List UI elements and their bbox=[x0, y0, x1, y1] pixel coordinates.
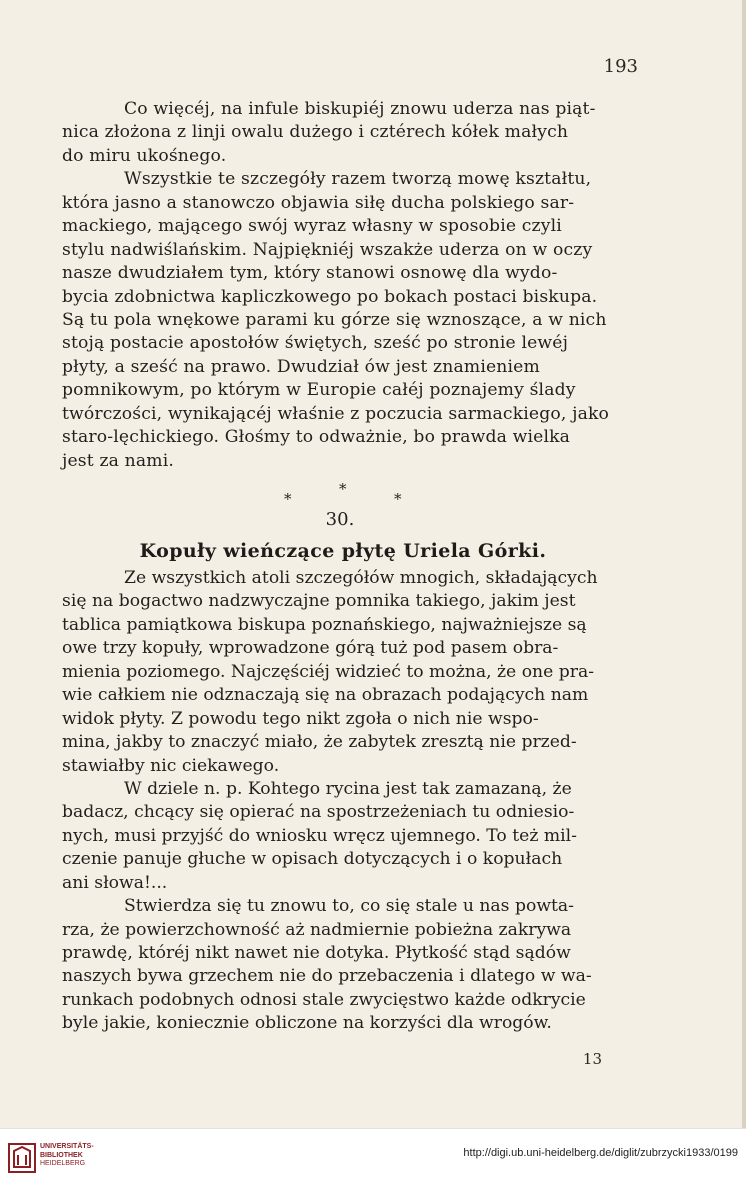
text-line: pomnikowym, po którym w Europie całéj poznajemy ślady bbox=[62, 380, 576, 401]
text-line: Ze wszystkich atoli szczegółów mnogich, składających bbox=[124, 568, 598, 588]
text-line: widok płyty. Z powodu tego nikt zgoła o nich nie wspo- bbox=[62, 708, 539, 729]
signature-mark: 13 bbox=[582, 1050, 602, 1068]
text-line: badacz, chcący się opierać na spostrzeżeniach tu odniesio- bbox=[62, 802, 575, 823]
text-line: płyty, a sześć na prawo. Dwudział ów jest znamieniem bbox=[62, 356, 540, 377]
text-line: staro-lęchickiego. Głośmy to odważnie, bo prawda wielka bbox=[62, 427, 571, 448]
page-edge bbox=[742, 0, 746, 1128]
text-line: do miru ukośnego. bbox=[62, 145, 227, 166]
text-line: nych, musi przyjść do wniosku wręcz ujemnego. To też mil- bbox=[62, 825, 577, 846]
text-line: czenie panuje głuche w opisach dotyczących i o kopułach bbox=[62, 849, 563, 870]
asterisk-top: * bbox=[339, 480, 347, 498]
text-line: mienia poziomego. Najczęściéj widzieć to można, że one pra- bbox=[62, 661, 595, 682]
text-line: nica złożona z linji owalu dużego i cztérech kółek małych bbox=[62, 122, 569, 143]
university-logo-text bbox=[40, 1143, 160, 1169]
text-line: byle jakie, koniecznie obliczone na korzyści dla wrogów. bbox=[62, 1013, 552, 1034]
university-logo-icon bbox=[8, 1143, 36, 1173]
logo-line-2: BIBLIOTHEK bbox=[40, 1151, 83, 1159]
text-line: nasze dwudziałem tym, który stanowi osnowę dla wydo- bbox=[62, 263, 558, 284]
text-line: prawdę, któréj nikt nawet nie dotyka. Płytkość stąd sądów bbox=[62, 943, 571, 963]
text-line: W dziele n. p. Kohtego rycina jest tak zamazaną, że bbox=[124, 778, 572, 799]
text-line: mina, jakby to znaczyć miało, że zabytek zresztą nie przed- bbox=[62, 732, 577, 753]
text-line: owe trzy kopuły, wprowadzone górą tuż pod pasem obra- bbox=[62, 638, 559, 659]
text-line: runkach podobnych odnosi stale zwycięstwo każde odkrycie bbox=[62, 989, 586, 1010]
text-line: rza, że powierzchowność aż nadmiernie pobieżna zakrywa bbox=[62, 919, 572, 940]
asterisk-left: * bbox=[284, 490, 292, 508]
text-line: Co więcéj, na infule biskupiéj znowu uderza nas piąt- bbox=[124, 99, 596, 119]
text-line: jest za nami. bbox=[62, 450, 174, 471]
text-line: stylu nadwiślańskim. Najpiękniéj wszakże uderza on w oczy bbox=[62, 239, 593, 260]
text-line: Są tu pola wnękowe parami ku górze się wznoszące, a w nich bbox=[62, 309, 607, 330]
footer-bar bbox=[0, 1128, 746, 1184]
section-title: Kopuły wieńczące płytę Uriela Górki. bbox=[139, 540, 547, 562]
text-line: tablica pamiątkowa biskupa poznańskiego, najważniejsze są bbox=[62, 614, 587, 635]
source-url-link[interactable]: http://digi.ub.uni-heidelberg.de/diglit/zubrzycki1933/0199 bbox=[463, 1147, 738, 1159]
text-line: się na bogactwo nadzwyczajne pomnika takiego, jakim jest bbox=[62, 591, 576, 612]
text-line: stawiałby nic ciekawego. bbox=[62, 755, 280, 776]
text-line: bycia zdobnictwa kapliczkowego po bokach postaci biskupa. bbox=[62, 286, 598, 307]
logo-line-3: HEIDELBERG bbox=[40, 1160, 86, 1167]
text-line: Wszystkie te szczegóły razem tworzą mowę kształtu, bbox=[124, 169, 592, 190]
section-number: 30. bbox=[325, 509, 355, 530]
asterisk-right: * bbox=[394, 490, 402, 508]
text-line: która jasno a stanowczo objawia siłę ducha polskiego sar- bbox=[62, 192, 575, 213]
page-number: 193 bbox=[603, 56, 638, 77]
text-line: naszych bywa grzechem nie do przebaczenia i dlatego w wa- bbox=[62, 966, 592, 987]
text-line: stoją postacie apostołów świętych, sześć po stronie lewéj bbox=[62, 333, 569, 354]
text-line: ani słowa!... bbox=[62, 872, 168, 893]
text-line: mackiego, mającego swój wyraz własny w sposobie czyli bbox=[62, 216, 562, 237]
body-text-upper bbox=[62, 98, 638, 473]
text-line: Stwierdza się tu znowu to, co się stale u nas powta- bbox=[124, 896, 574, 917]
section-divider-asterisks bbox=[270, 480, 410, 510]
logo-line-1: UNIVERSITÄTS- bbox=[40, 1143, 94, 1150]
text-line: twórczości, wynikającéj właśnie z poczucia sarmackiego, jako bbox=[62, 403, 610, 424]
text-line: wie całkiem nie odznaczają się na obrazach podających nam bbox=[62, 685, 589, 706]
body-text-lower bbox=[62, 567, 638, 1036]
